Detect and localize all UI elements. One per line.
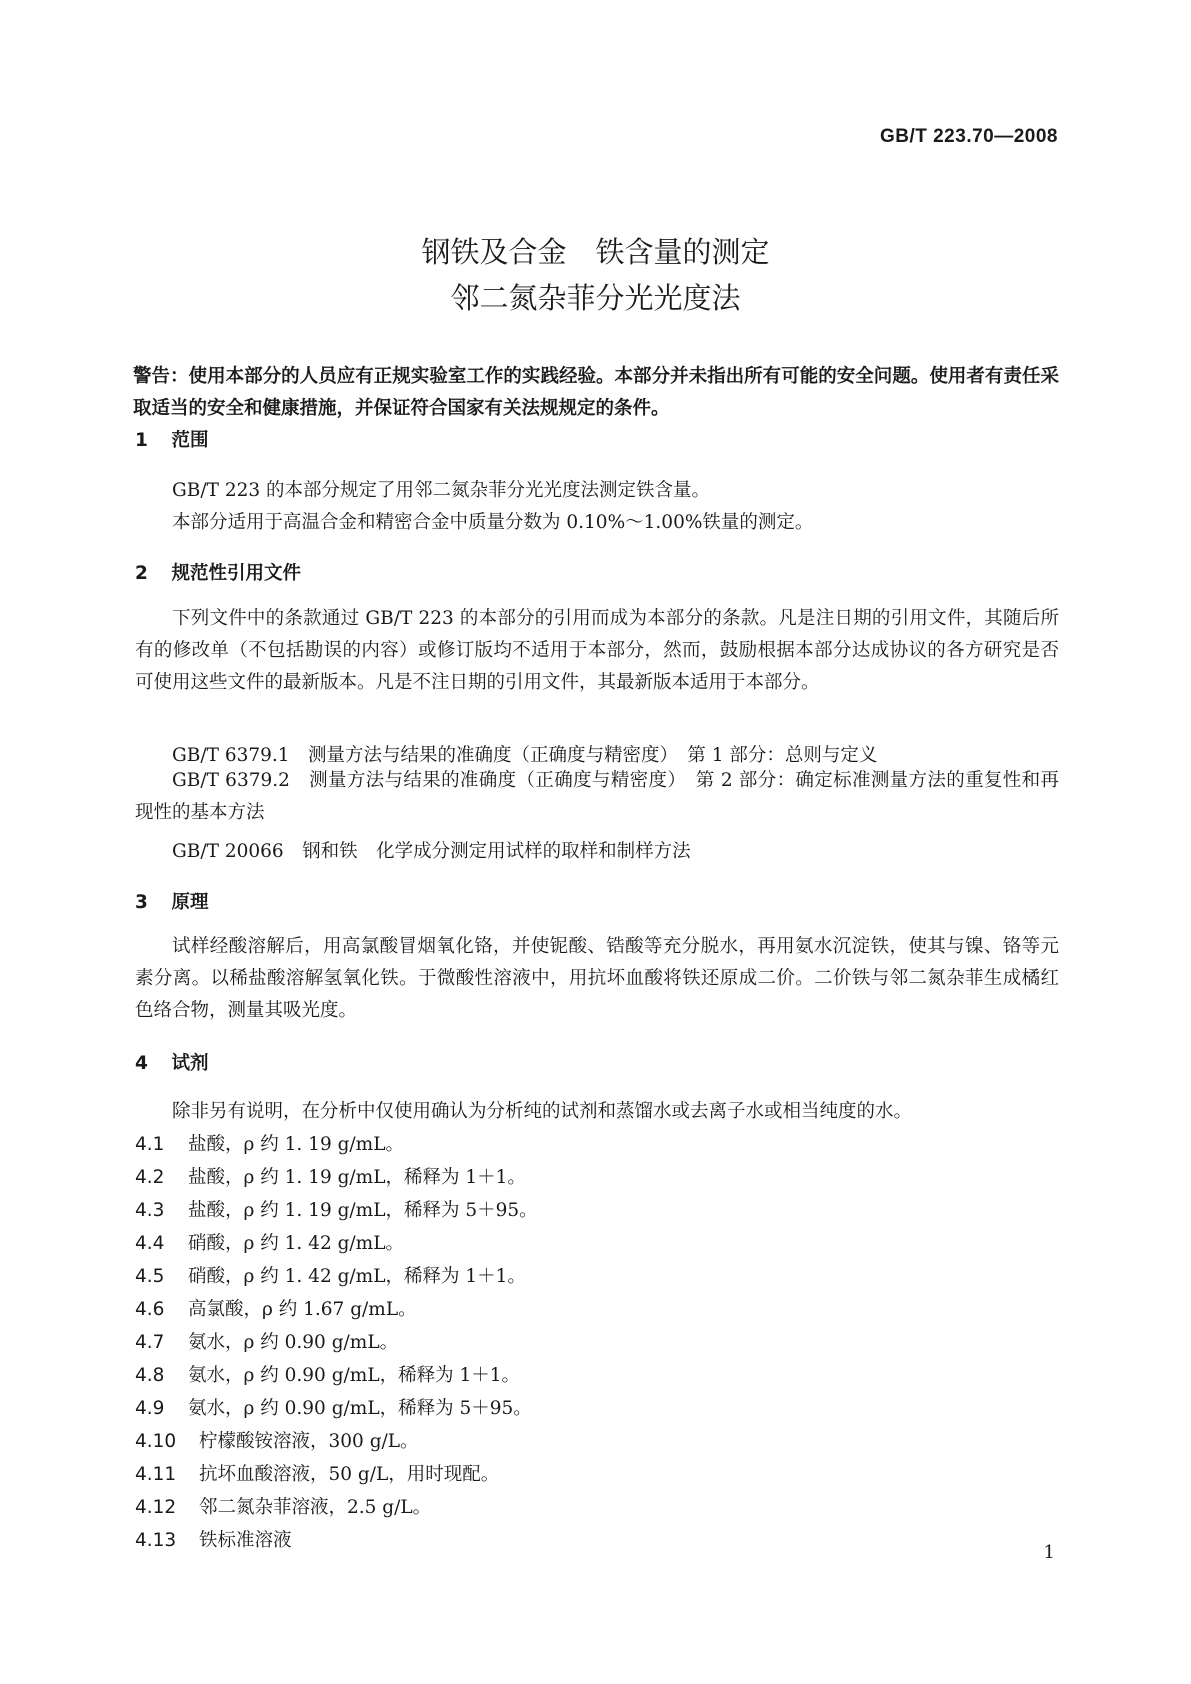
item-text: 硝酸，ρ 约 1. 42 g/mL。 [188,1233,404,1254]
item-text: 铁标准溶液 [199,1530,292,1551]
section-4-heading [135,1049,208,1075]
item-text: 高氯酸，ρ 约 1.67 g/mL。 [188,1299,417,1320]
normative-reference: GB/T 20066 钢和铁 化学成分测定用试样的取样和制样方法 [172,841,691,862]
item-text: 邻二氮杂菲溶液，2.5 g/L。 [199,1497,432,1518]
list-item [135,1394,532,1420]
list-item [135,1130,404,1156]
section-title: 范围 [171,430,209,451]
section-title: 原理 [171,892,209,913]
section-title: 试剂 [171,1053,209,1074]
list-item [135,1295,417,1321]
item-number: 4.12 [135,1497,177,1518]
item-number: 4.4 [135,1233,165,1254]
normative-reference: GB/T 6379.2 测量方法与结果的准确度（正确度与精密度） 第 2 部分：确定标准测量方法的重复性和再现性的基本方法 [135,770,1059,823]
section-title: 规范性引用文件 [171,563,301,584]
list-item [135,1427,419,1453]
item-text: 盐酸，ρ 约 1. 19 g/mL，稀释为 5＋95。 [188,1200,538,1221]
paragraph: GB/T 223 的本部分规定了用邻二氮杂菲分光光度法测定铁含量。 [172,480,711,501]
item-text: 氨水，ρ 约 0.90 g/mL。 [188,1332,399,1353]
list-item [135,1361,520,1387]
document-title-line1: 钢铁及合金 铁含量的测定 [421,235,770,269]
page-number: 1 [1043,1542,1055,1563]
safety-warning: 警告：使用本部分的人员应有正规实验室工作的实践经验。本部分并未指出所有可能的安全问题。使用者有责任采取适当的安全和健康措施，并保证符合国家有关法规规定的条件。 [133,366,1059,419]
paragraph: 下列文件中的条款通过 GB/T 223 的本部分的引用而成为本部分的条款。凡是注日期的引用文件，其随后所有的修改单（不包括勘误的内容）或修订版均不适用于本部分，然而，鼓励根据本部分达成协议的各方研究是否可使用这些文件的最新版本。凡是不注日期的引用文件，其最新版本适用于本部分。 [135,608,1059,693]
item-text: 氨水，ρ 约 0.90 g/mL，稀释为 5＋95。 [188,1398,532,1419]
item-number: 4.6 [135,1299,165,1320]
item-text: 氨水，ρ 约 0.90 g/mL，稀释为 1＋1。 [188,1365,521,1386]
standard-code: GB/T 223.70—2008 [879,126,1058,147]
item-number: 4.9 [135,1398,165,1419]
section-2-heading [135,559,301,585]
list-item [135,1196,538,1222]
item-number: 4.3 [135,1200,165,1221]
item-number: 4.1 [135,1134,165,1155]
list-item [135,1262,526,1288]
item-text: 盐酸，ρ 约 1. 19 g/mL，稀释为 1＋1。 [188,1167,526,1188]
item-number: 4.7 [135,1332,165,1353]
item-number: 4.13 [135,1530,177,1551]
list-item [135,1163,526,1189]
item-number: 4.11 [135,1464,177,1485]
item-text: 盐酸，ρ 约 1. 19 g/mL。 [188,1134,404,1155]
paragraph: 试样经酸溶解后，用高氯酸冒烟氧化铬，并使铌酸、锆酸等充分脱水，再用氨水沉淀铁，使其与镍、铬等元素分离。以稀盐酸溶解氢氧化铁。于微酸性溶液中，用抗坏血酸将铁还原成二价。二价铁与邻二氮杂菲生成橘红色络合物，测量其吸光度。 [135,936,1059,1021]
list-item [135,1493,431,1519]
item-number: 4.2 [135,1167,165,1188]
item-text: 硝酸，ρ 约 1. 42 g/mL，稀释为 1＋1。 [188,1266,526,1287]
item-text: 柠檬酸铵溶液，300 g/L。 [199,1431,419,1452]
list-item [135,1526,292,1552]
item-number: 4.10 [135,1431,177,1452]
paragraph: 除非另有说明，在分析中仅使用确认为分析纯的试剂和蒸馏水或去离子水或相当纯度的水。 [172,1101,913,1122]
section-3-heading [135,888,208,914]
item-number: 4.5 [135,1266,165,1287]
section-number: 4 [135,1053,148,1074]
list-item [135,1229,404,1255]
normative-reference: GB/T 6379.1 测量方法与结果的准确度（正确度与精密度） 第 1 部分：总则与定义 [172,745,878,766]
document-title-line2: 邻二氮杂菲分光光度法 [450,281,741,315]
list-item [135,1460,499,1486]
paragraph: 本部分适用于高温合金和精密合金中质量分数为 0.10%～1.00%铁量的测定。 [172,512,814,533]
section-number: 2 [135,563,148,584]
item-text: 抗坏血酸溶液，50 g/L，用时现配。 [199,1464,500,1485]
section-1-heading [135,426,208,452]
item-number: 4.8 [135,1365,165,1386]
section-number: 3 [135,892,148,913]
section-number: 1 [135,430,148,451]
list-item [135,1328,398,1354]
